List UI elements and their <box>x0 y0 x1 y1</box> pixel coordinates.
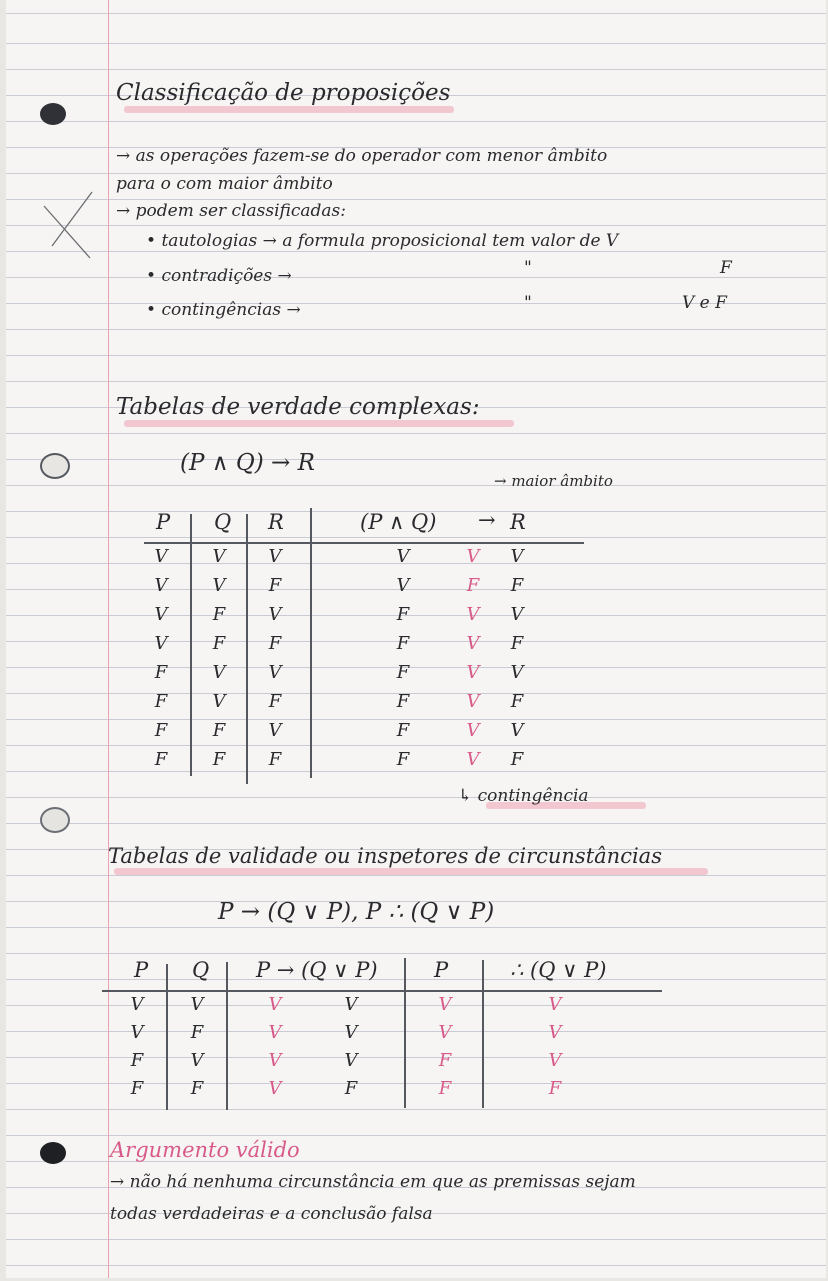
notebook-page <box>6 0 826 1278</box>
table-cell: V <box>510 546 524 567</box>
table-cell: F <box>396 691 410 712</box>
table-cell: F <box>268 575 282 596</box>
table-cell: V <box>130 994 144 1015</box>
bullet-term: tautologias → <box>161 231 277 251</box>
table-cell: V <box>154 604 168 625</box>
table-cell: F <box>268 749 282 770</box>
formula: P → (Q ∨ P), P ∴ (Q ∨ P) <box>218 899 495 925</box>
table-cell: F <box>268 691 282 712</box>
table-cell: V <box>396 575 410 596</box>
bullet-desc: a formula proposicional tem valor de V <box>282 231 619 251</box>
table-cell: F <box>510 633 524 654</box>
table-cell: F <box>190 1078 204 1099</box>
table-cell: F <box>154 691 168 712</box>
table-cell: V <box>154 633 168 654</box>
table-cell: F <box>510 575 524 596</box>
col-header: P → (Q ∨ P) <box>256 958 378 982</box>
punch-hole <box>40 103 66 125</box>
table-cell: F <box>466 575 480 596</box>
table-cell: V <box>548 1022 562 1043</box>
table-cell: F <box>510 691 524 712</box>
table-cell: F <box>510 749 524 770</box>
note-line: todas verdadeiras e a conclusão falsa <box>110 1204 433 1224</box>
table-cell: F <box>396 662 410 683</box>
table-cell: V <box>268 720 282 741</box>
col-header: P <box>156 510 171 534</box>
section-title: Tabelas de verdade complexas: <box>116 394 480 420</box>
table-cell: F <box>190 1022 204 1043</box>
table-cell: V <box>438 994 452 1015</box>
punch-hole <box>40 807 70 833</box>
table-cell: V <box>510 720 524 741</box>
bullet-term: contradições → <box>161 266 292 286</box>
ditto-mark: " <box>524 258 532 278</box>
table-cell: F <box>130 1078 144 1099</box>
table-cell: V <box>510 604 524 625</box>
table-cell: F <box>396 633 410 654</box>
table-cell: V <box>466 546 480 567</box>
table-cell: V <box>466 691 480 712</box>
table-cell: F <box>154 662 168 683</box>
result-note: ↳ contingência <box>458 786 589 806</box>
table-cell: V <box>268 662 282 683</box>
punch-hole <box>40 1142 66 1164</box>
annotation: → maior âmbito <box>494 472 613 490</box>
table-cell: F <box>212 720 226 741</box>
ditto-mark: " <box>524 293 532 313</box>
col-header: (P ∧ Q) <box>360 510 437 534</box>
col-header: → <box>478 508 496 532</box>
table-cell: V <box>268 1022 282 1043</box>
table-cell: F <box>396 720 410 741</box>
col-header: P <box>434 958 449 982</box>
table-cell: V <box>154 575 168 596</box>
formula: (P ∧ Q) → R <box>180 450 315 476</box>
bullet-value: V e F <box>682 293 727 313</box>
table-cell: F <box>344 1078 358 1099</box>
bullet-value: F <box>720 258 732 278</box>
section-title: Classificação de proposições <box>116 80 451 106</box>
cross-mark-icon <box>36 186 98 268</box>
table-cell: V <box>268 1078 282 1099</box>
col-header: P <box>134 958 149 982</box>
note-line: → podem ser classificadas: <box>116 201 346 221</box>
table-cell: F <box>130 1050 144 1071</box>
note-line: para o com maior âmbito <box>116 174 333 194</box>
table-cell: V <box>510 662 524 683</box>
table-cell: F <box>438 1050 452 1071</box>
table-cell: V <box>190 994 204 1015</box>
table-cell: V <box>212 575 226 596</box>
table-cell: F <box>212 749 226 770</box>
table-cell: F <box>154 749 168 770</box>
table-cell: V <box>344 994 358 1015</box>
table-cell: F <box>396 604 410 625</box>
table-cell: V <box>268 1050 282 1071</box>
table-cell: V <box>344 1050 358 1071</box>
bullet-item: • contradições → <box>146 266 292 286</box>
table-cell: V <box>268 546 282 567</box>
col-header: Q <box>192 958 210 982</box>
table-cell: F <box>548 1078 562 1099</box>
margin-line <box>108 0 109 1278</box>
section-title: Tabelas de validade ou inspetores de circunstâncias <box>108 844 662 868</box>
table-cell: V <box>268 994 282 1015</box>
table-cell: V <box>466 720 480 741</box>
table-cell: V <box>466 662 480 683</box>
table-cell: V <box>396 546 410 567</box>
bullet-item: • contingências → <box>146 300 301 320</box>
table-cell: V <box>154 546 168 567</box>
table-cell: V <box>438 1022 452 1043</box>
bullet-term: contingências → <box>161 300 301 320</box>
table-cell: F <box>154 720 168 741</box>
table-cell: V <box>212 662 226 683</box>
col-header: Q <box>214 510 232 534</box>
col-header: R <box>510 510 526 534</box>
note-line: → não há nenhuma circunstância em que as premissas sejam <box>110 1172 636 1192</box>
table-cell: V <box>190 1050 204 1071</box>
table-cell: F <box>212 604 226 625</box>
col-header: R <box>268 510 284 534</box>
note-line: → as operações fazem-se do operador com menor âmbito <box>116 146 608 166</box>
table-cell: V <box>268 604 282 625</box>
table-cell: V <box>466 749 480 770</box>
table-cell: F <box>396 749 410 770</box>
table-cell: V <box>344 1022 358 1043</box>
table-cell: V <box>548 1050 562 1071</box>
table-cell: F <box>268 633 282 654</box>
table-cell: F <box>212 633 226 654</box>
table-cell: V <box>130 1022 144 1043</box>
bullet-item: • tautologias → a formula proposicional tem valor de V <box>146 231 619 251</box>
table-cell: V <box>212 546 226 567</box>
table-cell: F <box>438 1078 452 1099</box>
punch-hole <box>40 453 70 479</box>
table-cell: V <box>466 604 480 625</box>
table-cell: V <box>212 691 226 712</box>
section-title: Argumento válido <box>110 1138 300 1162</box>
col-header: ∴ (Q ∨ P) <box>510 958 607 982</box>
table-cell: V <box>466 633 480 654</box>
table-cell: V <box>548 994 562 1015</box>
